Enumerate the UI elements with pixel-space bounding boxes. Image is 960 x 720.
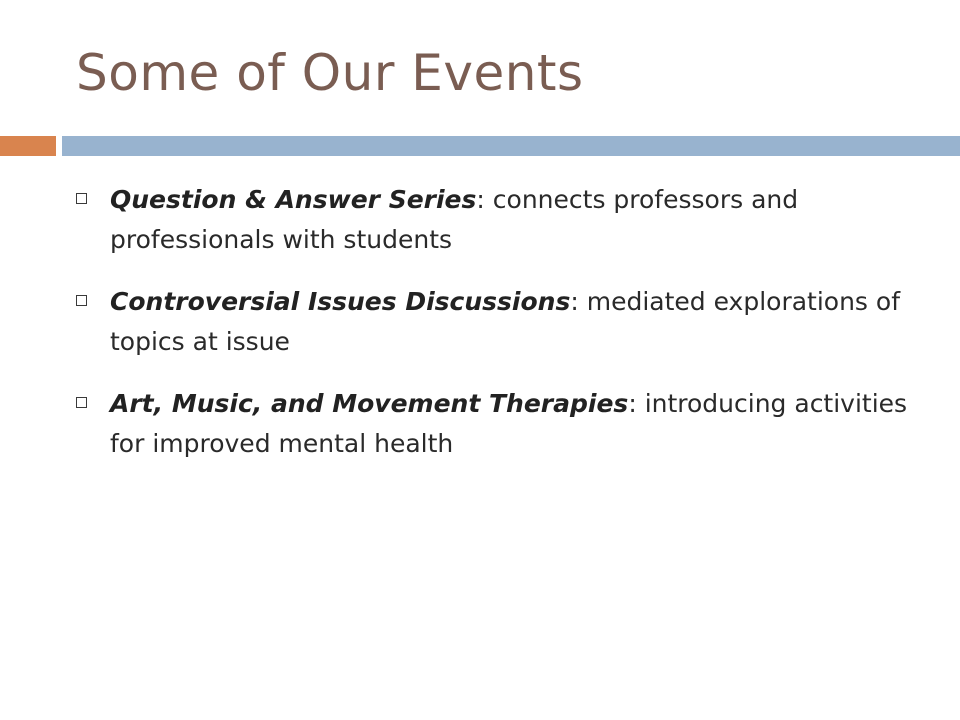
accent-bar-blue — [62, 136, 960, 156]
square-bullet-icon — [76, 193, 87, 204]
bullet-term: Question & Answer Series — [110, 185, 477, 214]
bullet-term: Art, Music, and Movement Therapies — [110, 389, 629, 418]
square-bullet-icon — [76, 397, 87, 408]
accent-bar-orange — [0, 136, 56, 156]
bullet-list — [0, 180, 960, 486]
bullet-separator: : — [476, 185, 493, 214]
slide-title: Some of Our Events — [76, 44, 584, 102]
bullet-term: Controversial Issues Discussions — [110, 287, 571, 316]
bullet-item-qa-series — [0, 180, 960, 260]
bullet-text: mediated explorations of topics at issue — [110, 287, 901, 356]
bullet-text: connects professors and professionals with students — [110, 185, 799, 254]
bullet-text: introducing activities for improved mental health — [110, 389, 908, 458]
bullet-separator: : — [628, 389, 645, 418]
bullet-item-controversial-issues — [0, 282, 960, 362]
bullet-separator: : — [570, 287, 587, 316]
square-bullet-icon — [76, 295, 87, 306]
bullet-item-therapies — [0, 384, 960, 464]
